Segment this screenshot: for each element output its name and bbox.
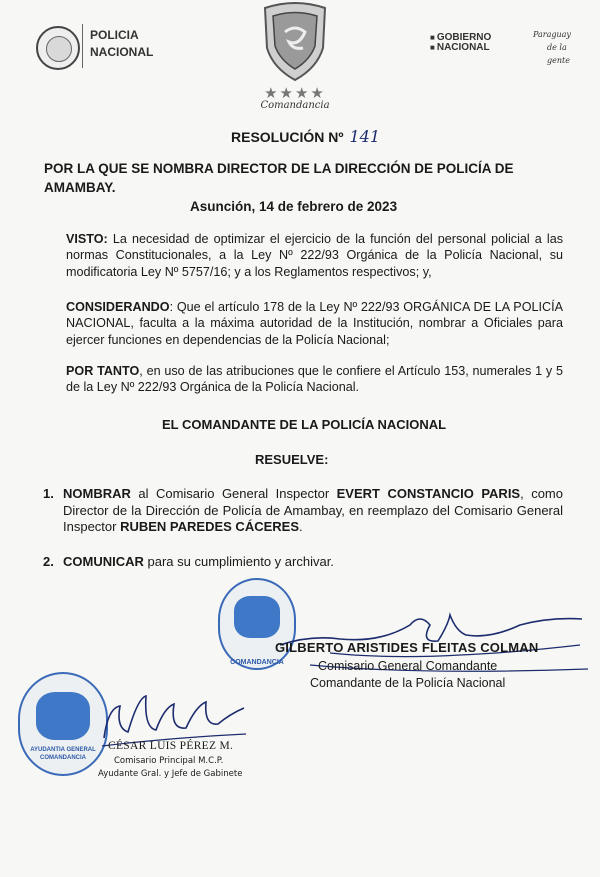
slogan-line1: Paraguay xyxy=(533,30,571,39)
resolution-heading: POR LA QUE SE NOMBRA DIRECTOR DE LA DIRECCIÓN DE POLICÍA DE AMAMBAY. xyxy=(44,161,514,195)
commander-signature-name: GILBERTO ARISTIDES FLEITAS COLMAN xyxy=(275,640,539,655)
stamp-label xyxy=(20,746,106,762)
visto-label: VISTO: xyxy=(66,232,108,246)
institution-line1: POLICIA xyxy=(90,28,139,42)
appointee-name: EVERT CONSTANCIO PARIS xyxy=(336,486,521,501)
item-verb: NOMBRAR xyxy=(63,486,131,501)
government-slogan xyxy=(533,28,589,67)
slogan-line2: de la gente xyxy=(547,43,570,65)
replaced-name: RUBEN PAREDES CÁCERES xyxy=(120,519,299,534)
institution-line2: NACIONAL xyxy=(90,45,154,59)
gov-line2: NACIONAL xyxy=(436,42,490,53)
item-end: . xyxy=(299,519,303,534)
police-seal-icon xyxy=(36,26,80,70)
portanto-text: , en uso de las atribuciones que le confiere el Artículo 153, numerales 1 y 5 de la Ley Nº 222/93 Orgánica de la Policía Nacional. xyxy=(66,364,563,395)
resolution-title xyxy=(231,127,380,146)
item-text: al Comisario General Inspector xyxy=(130,486,337,501)
resolution-item-2 xyxy=(43,554,563,571)
commander-rank: Comisario General Comandante xyxy=(318,659,498,673)
commanding-label: Comandancia xyxy=(260,100,330,111)
portanto-paragraph xyxy=(66,363,563,396)
government-label: ■ GOBIERNO ■ NACIONAL xyxy=(430,32,492,53)
resuelve-heading: RESUELVE: xyxy=(255,452,329,467)
stamp-label: COMANDANCIA xyxy=(230,659,284,666)
portanto-label: POR TANTO xyxy=(66,364,140,378)
item-verb: COMUNICAR xyxy=(63,554,144,569)
adjutant-rank: Comisario Principal M.C.P. xyxy=(114,756,224,766)
visto-text: La necesidad de optimizar el ejercicio de la función del personal policial a las normas Constitucionales, a la Ley Nº 222/93 Orgánica de la Policía Nacional, su modificatoria Ley Nº 5757/16; y a los Reglamentos respectivos; y, xyxy=(66,232,563,279)
resolution-label: RESOLUCIÓN Nº xyxy=(231,129,344,145)
stamp-line2: COMANDANCIA xyxy=(40,755,86,761)
item-number: 1. xyxy=(43,486,54,501)
rank-stars-icon: ★★★★ xyxy=(264,85,326,102)
resolution-date: Asunción, 14 de febrero de 2023 xyxy=(190,199,398,214)
item-text: para su cumplimiento y archivar. xyxy=(143,554,334,569)
commander-title: Comandante de la Policía Nacional xyxy=(310,676,506,690)
resolution-number: 141 xyxy=(349,127,380,146)
considerando-paragraph xyxy=(66,299,563,348)
commander-heading: EL COMANDANTE DE LA POLICÍA NACIONAL xyxy=(162,417,447,432)
item-text: , como Director de la Dirección de Policía de Amambay, en reemplazo del Comisario General Inspector xyxy=(63,486,563,534)
gov-line1: GOBIERNO xyxy=(436,32,492,43)
police-shield-icon xyxy=(259,2,331,82)
resolution-item-1 xyxy=(43,486,563,536)
considerando-text: : Que el artículo 178 de la Ley Nº 222/93 ORGÁNICA DE LA POLICÍA NACIONAL, faculta a la máxima autoridad de la Institución, nombrar a Oficiales para ejercer funciones en dependencias de la Policía Nacional; xyxy=(66,300,563,347)
item-number: 2. xyxy=(43,554,54,569)
divider xyxy=(82,24,83,68)
stamp-line1: AYUDANTIA GENERAL xyxy=(30,747,96,753)
letterhead xyxy=(0,0,600,118)
adjutant-title: Ayudante Gral. y Jefe de Gabinete xyxy=(98,769,243,779)
considerando-label: CONSIDERANDO xyxy=(66,300,170,314)
institution-name xyxy=(90,27,153,61)
adjutant-stamp-icon xyxy=(18,672,108,776)
visto-paragraph xyxy=(66,231,563,280)
adjutant-signature-name: CÉSAR LUIS PÉREZ M. xyxy=(108,740,234,752)
